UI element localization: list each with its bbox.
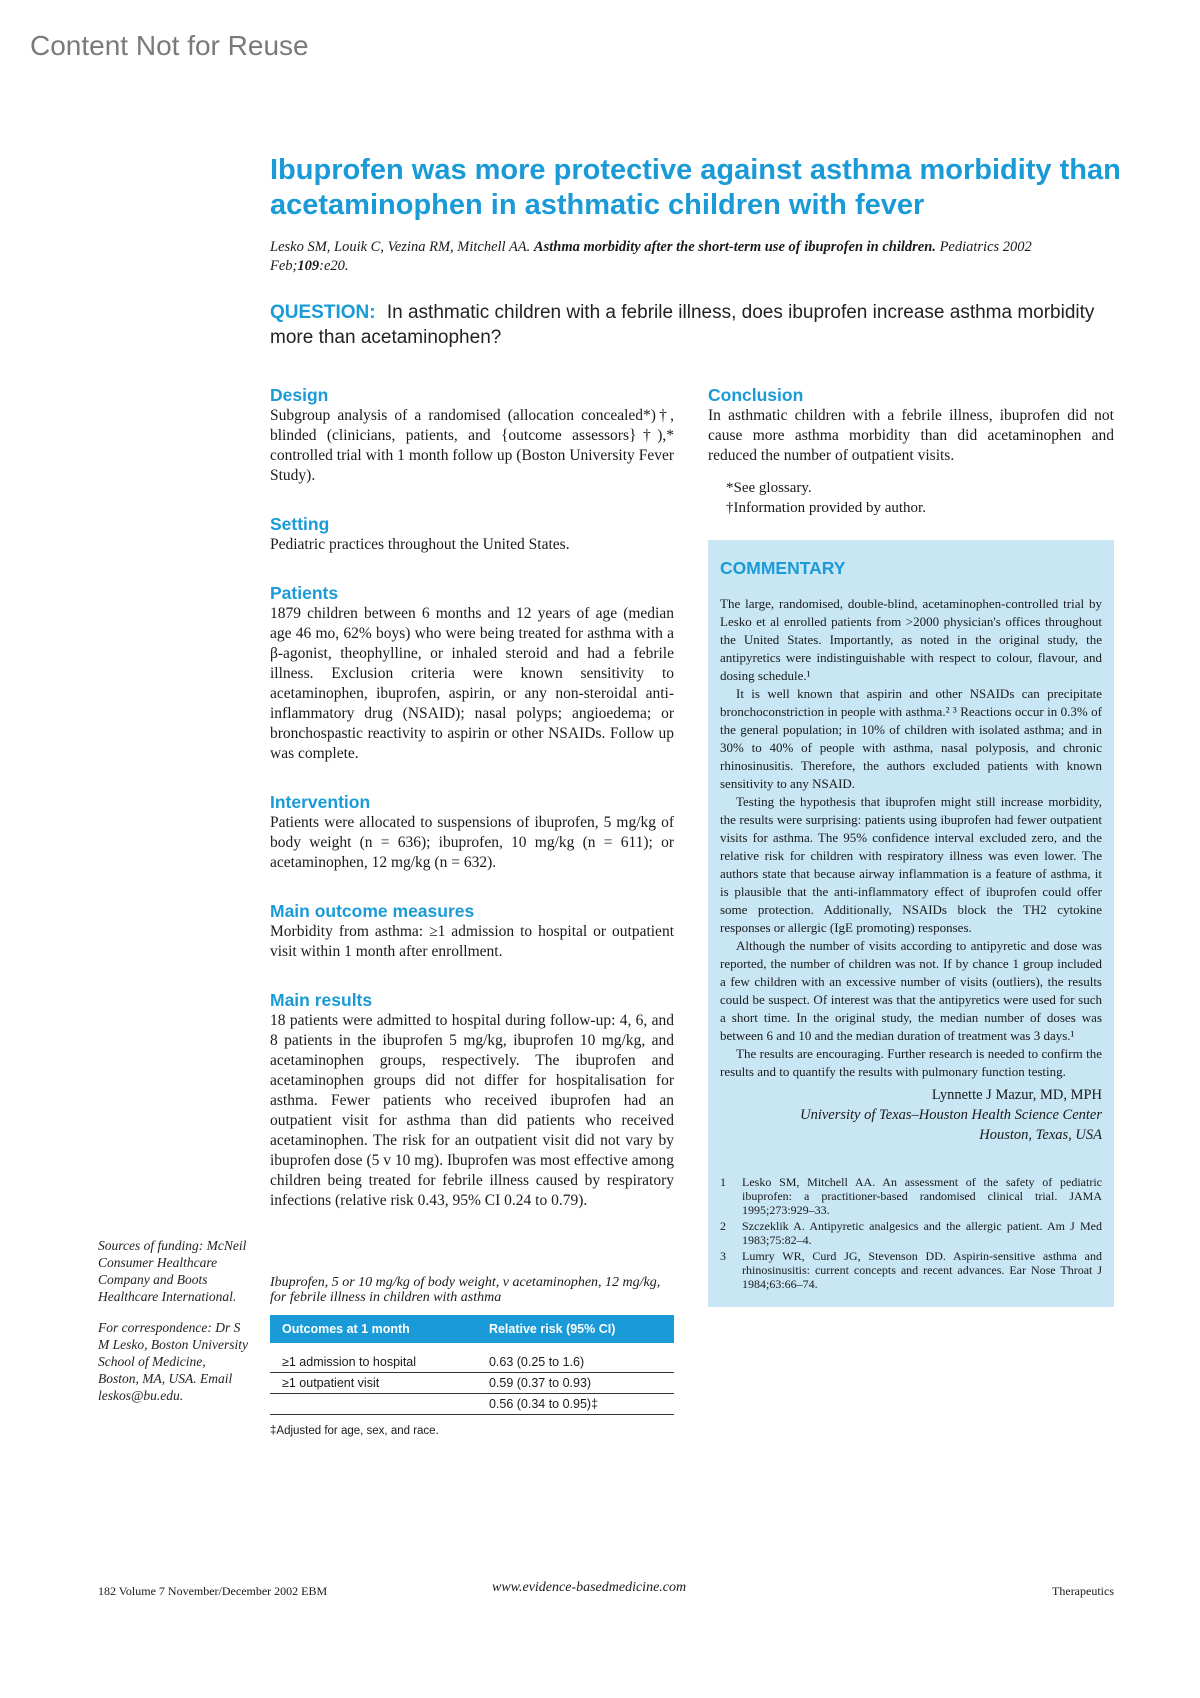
watermark-text: Content Not for Reuse <box>30 30 309 61</box>
right-column <box>708 385 1114 1307</box>
citation-article: Asthma morbidity after the short-term use of ibuprofen in children. <box>533 239 936 255</box>
table-cell: ≥1 outpatient visit <box>270 1373 477 1394</box>
table-cell: 0.63 (0.25 to 1.6) <box>477 1343 674 1373</box>
commentary-paragraph: It is well known that aspirin and other NSAIDs can precipitate bronchoconstriction in people with asthma.² ³ Reactions occur in 0.3% of the general population; in 10% of children with isolated asthma; and in 30% to 40% of people with asthma, nasal polyposis, and chronic rhinosinusitis. Therefore, the authors excluded patients with known sensitivity to any NSAID. <box>720 686 1102 791</box>
table-row <box>270 1394 674 1415</box>
setting-body: Pediatric practices throughout the United States. <box>270 536 570 553</box>
question-text: In asthmatic children with a febrile illness, does ibuprofen increase asthma morbidity more than acetaminophen? <box>270 302 1095 348</box>
footer-section: Therapeutics <box>1052 1584 1114 1598</box>
commentary-paragraph: Testing the hypothesis that ibuprofen might still increase morbidity, the results were surprising: patients using ibuprofen had fewer outpatient visits for asthma. The 95% confidence interval excluded zero, and the relative risk for children with respiratory illness was even lower. The authors state that because airway inflammation is a feature of asthma, it is plausible that the anti-inflammatory effect of ibuprofen could offer some protection. Additionally, NSAIDs block the TH2 cytokine responses or allergic (IgE promoting) responses. <box>720 794 1102 935</box>
design-heading: Design <box>270 385 329 405</box>
patients-body: 1879 children between 6 months and 12 years of age (median age 46 mo, 62% boys) who were being treated for asthma with a β-agonist, theophylline, or inhaled steroid and had a febrile illness. Exclusion criteria were known sensitivity to acetaminophen, ibuprofen, aspirin, or any non-steroidal anti-inflammatory drug (NSAID); nasal polyps; angioedema; or bronchospastic reactivity to aspirin or other NSAIDs. Follow up was complete. <box>270 605 674 762</box>
table-row <box>270 1343 674 1373</box>
question <box>270 300 1120 350</box>
table-cell: ≥1 admission to hospital <box>270 1343 477 1373</box>
commentary-affiliation: University of Texas–Houston Health Science Center <box>800 1107 1102 1123</box>
outcomes-heading: Main outcome measures <box>270 901 475 921</box>
table-cell <box>270 1394 477 1415</box>
table-cell: 0.59 (0.37 to 0.93) <box>477 1373 674 1394</box>
table-caption: Ibuprofen, 5 or 10 mg/kg of body weight, v acetaminophen, 12 mg/kg, for febrile illness in children with asthma <box>270 1275 661 1305</box>
outcomes-body: Morbidity from asthma: ≥1 admission to hospital or outpatient visit within 1 month after enrollment. <box>270 923 674 960</box>
design-body: Subgroup analysis of a randomised (allocation concealed*)†, blinded (clinicians, patients, and {outcome assessors}†),* controlled trial with 1 month follow up (Boston University Fever Study). <box>270 407 674 484</box>
footer-issue: 182 Volume 7 November/December 2002 EBM <box>98 1584 328 1598</box>
citation-pages: :e20. <box>319 258 349 274</box>
footer-website-link[interactable]: www.evidence-basedmedicine.com <box>492 1580 687 1595</box>
commentary-location: Houston, Texas, USA <box>979 1127 1102 1143</box>
table-header-row <box>270 1315 674 1343</box>
commentary-signature <box>720 1085 1102 1145</box>
reference-text: Lesko SM, Mitchell AA. An assessment of the safety of pediatric ibuprofen: a practitioner-based randomised clinical trial. JAMA 1995;273:929–33. <box>742 1175 1102 1217</box>
article-title: Ibuprofen was more protective against asthma morbidity than acetaminophen in asthmatic children with fever <box>270 154 1121 221</box>
reference-item <box>720 1249 1102 1291</box>
reference-number: 2 <box>720 1219 726 1233</box>
references-list <box>720 1175 1102 1291</box>
citation-authors: Lesko SM, Louik C, Vezina RM, Mitchell AA. <box>270 239 531 255</box>
intervention-heading: Intervention <box>270 792 371 812</box>
commentary-paragraph: The results are encouraging. Further research is needed to confirm the results and to quantify the results with pulmonary function testing. <box>720 1046 1102 1079</box>
commentary-paragraph: Although the number of visits according to antipyretic and dose was reported, the number of children was not. If by chance 1 group included a few children with an excessive number of visits (outliers), the results could be suspect. Of interest was that the antipyretics were used for such a short time. In the original study, the median number of doses was between 6 and 10 and the median duration of treatment was 3 days.¹ <box>720 938 1102 1043</box>
sidebar <box>98 1237 248 1418</box>
conclusion-heading: Conclusion <box>708 385 804 405</box>
funding-note: Sources of funding: McNeil Consumer Healthcare Company and Boots Healthcare International. <box>98 1238 247 1304</box>
reference-item <box>720 1219 1102 1247</box>
question-label: QUESTION: <box>270 302 376 323</box>
results-body: 18 patients were admitted to hospital during follow-up: 4, 6, and 8 patients in the ibuprofen 5 mg/kg, ibuprofen 10 mg/kg, and acetaminophen groups, respectively. The ibuprofen and acetaminophen groups did not differ for hospitalisation for asthma. Fewer patients who received ibuprofen had an outpatient visit for asthma than did patients who received acetaminophen. The risk for an outpatient visit did not vary by ibuprofen dose (5 v 10 mg). Ibuprofen was most effective among children being treated for febrile illness caused by respiratory infections (relative risk 0.43, 95% CI 0.24 to 0.79). <box>270 1012 674 1209</box>
table-header-cell: Relative risk (95% CI) <box>477 1315 674 1343</box>
reference-text: Szczeklik A. Antipyretic analgesics and the allergic patient. Am J Med 1983;75:82–4. <box>742 1219 1102 1247</box>
reference-text: Lumry WR, Curd JG, Stevenson DD. Aspirin-sensitive asthma and rhinosinusitis: current concepts and recent advances. Ear Nose Throat J 1984;63:66–74. <box>742 1249 1102 1291</box>
commentary-box <box>708 540 1114 1307</box>
table-header-cell: Outcomes at 1 month <box>270 1315 477 1343</box>
table-row <box>270 1373 674 1394</box>
reference-number: 1 <box>720 1175 726 1189</box>
intervention-body: Patients were allocated to suspensions of ibuprofen, 5 mg/kg of body weight (n = 636); ibuprofen, 10 mg/kg (n = 611); or acetaminophen, 12 mg/kg (n = 632). <box>270 814 674 871</box>
results-heading: Main results <box>270 990 373 1010</box>
reference-item <box>720 1175 1102 1217</box>
commentary-author: Lynnette J Mazur, MD, MPH <box>931 1087 1102 1103</box>
footnote-glossary: *See glossary. <box>726 480 812 496</box>
results-table-area <box>270 1275 674 1437</box>
results-table <box>270 1315 674 1415</box>
table-note: ‡Adjusted for age, sex, and race. <box>270 1425 439 1437</box>
footnotes <box>708 478 1114 518</box>
reference-number: 3 <box>720 1249 726 1263</box>
left-column <box>270 385 674 1211</box>
setting-heading: Setting <box>270 514 330 534</box>
conclusion-body: In asthmatic children with a febrile illness, ibuprofen did not cause more asthma morbidity than did acetaminophen and reduced the number of outpatient visits. <box>708 407 1114 464</box>
patients-heading: Patients <box>270 583 339 603</box>
citation <box>270 238 1110 276</box>
commentary-heading: COMMENTARY <box>720 558 846 578</box>
citation-volume: 109 <box>297 258 320 274</box>
table-cell: 0.56 (0.34 to 0.95)‡ <box>477 1394 674 1415</box>
correspondence-note: For correspondence: Dr S M Lesko, Boston University School of Medicine, Boston, MA, USA. Email leskos@bu.edu. <box>98 1320 248 1403</box>
commentary-paragraph: The large, randomised, double-blind, acetaminophen-controlled trial by Lesko et al enrolled patients from >2000 physician's offices throughout the United States. Importantly, as noted in the original study, the antipyretics were indistinguishable with respect to colour, flavour, and dosing schedule.¹ <box>720 596 1102 683</box>
citation-journal: Pediatrics 2002 Feb; <box>270 239 1032 274</box>
footnote-author: †Information provided by author. <box>726 500 926 516</box>
